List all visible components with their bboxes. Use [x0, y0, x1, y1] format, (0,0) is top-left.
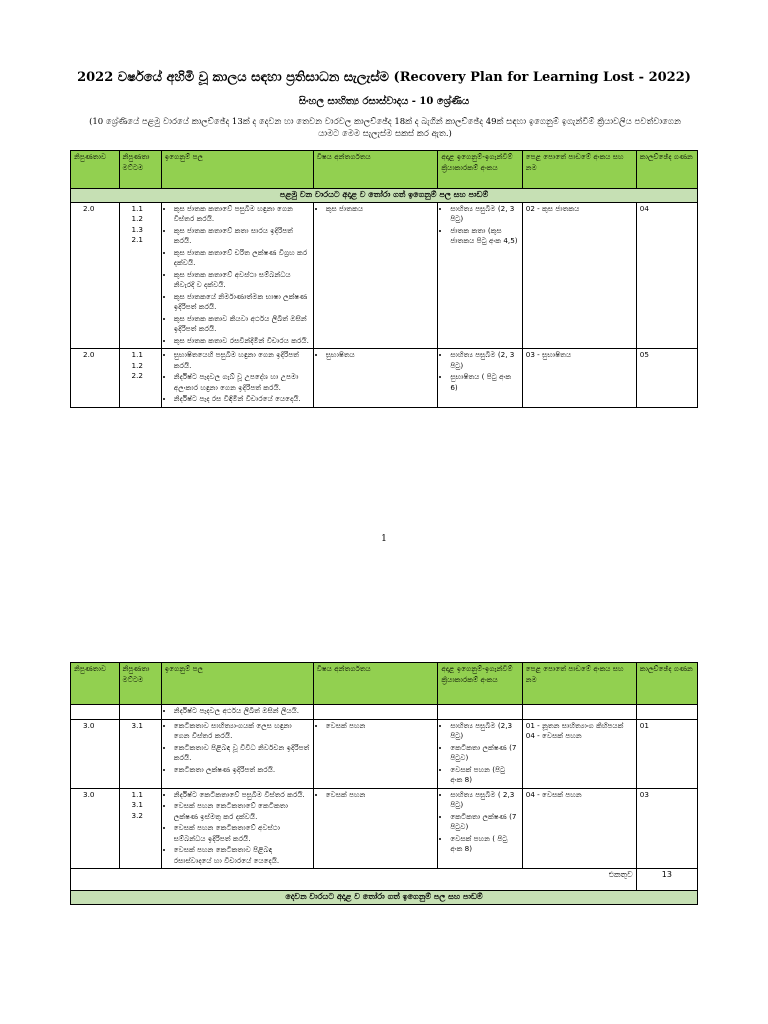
table-row [71, 349, 698, 408]
cell-lesson: 04 - වෙසක් පහන [522, 788, 636, 869]
table-row [71, 705, 698, 720]
list-item: • කුස ජාතකයේ නිර්මාණාත්මක භාෂා ලක්ෂණ ඉදිරිපත් කරයි. [174, 292, 310, 313]
col-header-outcomes: ඉගෙනුම් පල [161, 151, 313, 189]
cell-level: 1.1 1.2 1.3 2.1 [119, 202, 161, 349]
cell-content-list [317, 350, 435, 361]
col-header-content: විෂය අන්තර්ගතය [313, 151, 438, 189]
cell-activities-list [441, 790, 518, 855]
cell-periods: 05 [636, 349, 697, 408]
list-item: • කුස ජාතක කතාවේ අවස්ථා සම්බන්ධය නිවැරදි ව දක්වයි. [174, 270, 310, 291]
cell-content [313, 788, 438, 869]
cell-activities-list [441, 204, 518, 247]
cell-activities [438, 202, 522, 349]
list-item: • වෙසක් පහන කෙටිකතාවේ අවස්ථා සම්බන්ධය ඉදිරිපත් කරයි. [174, 823, 310, 844]
list-item: • වෙසක් පහන කෙටිකතාවේ කෙටිකතා ලක්ෂණ ඉස්මතු කර දක්වයි. [174, 801, 310, 822]
cell-content [313, 719, 438, 788]
list-item: • නිර්දිෂ්ට කෙටිකතාවේ පසුබිම විස්තර කරයි. [174, 790, 310, 801]
cell-outcomes-list [165, 706, 310, 717]
cell-level: 1.1 3.1 3.2 [119, 788, 161, 869]
col-header-periods: කාලච්ඡේද ගණන [636, 151, 697, 189]
list-item: • කෙටිකතාව පිළිබඳ වූ විවිධ නිර්වචන ඉදිරිපත් කරයි. [174, 743, 310, 764]
cell-outcomes-list [165, 204, 310, 347]
document-subtitle: සිංහල සාහිත්‍ය රසාස්වාදය - 10 ශ්‍රේණිය [298, 96, 470, 107]
cell-competency [71, 705, 120, 720]
list-item: • වෙසක් පහන [326, 721, 435, 732]
col-header-content: විෂය අන්තර්ගතය [313, 663, 438, 705]
total-value: 13 [636, 869, 697, 891]
list-item: • සුභාෂිතය ( පිටු අංක 6) [450, 372, 518, 393]
cell-content [313, 349, 438, 408]
cell-outcomes [161, 202, 313, 349]
cell-activities-list [441, 721, 518, 786]
cell-outcomes [161, 349, 313, 408]
section-row [71, 891, 698, 905]
list-item: • සුභාෂිතයෙහි පසුබිම හඳුනා ගෙන ඉදිරිපත් කරයි. [174, 350, 310, 371]
table-header-row [71, 663, 698, 705]
list-item: • නිර්දිෂ්ට පැදවල ගැබ් වූ උපදේශ හා උපමා අලංකාර හඳුනා ගෙන ඉදිරිපත් කරයි. [174, 372, 310, 393]
cell-content [313, 705, 438, 720]
cell-periods: 01 [636, 719, 697, 788]
list-item: • කුස ජාතක කතාවේ චරිත ලක්ෂණ විග්‍රහ කර දක්වයි. [174, 248, 310, 269]
cell-competency: 2.0 [71, 202, 120, 349]
plan-table-page-1 [70, 150, 698, 408]
cell-level: 3.1 [119, 719, 161, 788]
col-header-competency: නිපුණතාව [71, 663, 120, 705]
col-header-periods: කාලච්ඡේද ගණන [636, 663, 697, 705]
document-title: 2022 වර්ෂයේ අහිමි වූ කාලය සඳහා ප්‍රතිසාධන සැලැස්ම (Recovery Plan for Learning Lost - 2022) [77, 70, 691, 85]
cell-lesson [522, 705, 636, 720]
cell-lesson: 03 - සුභාෂිතය [522, 349, 636, 408]
cell-competency: 3.0 [71, 788, 120, 869]
list-item: • සාහිත්‍ය පසුබිම (2, 3 පිටු) [450, 350, 518, 371]
list-item: • කුස ජාතක කතාවේ කතා සාරය ඉදිරිපත් කරයි. [174, 226, 310, 247]
cell-activities [438, 788, 522, 869]
col-header-activity: අදාළ ඉගෙනුම්-ඉගැන්වීම් ක්‍රියාකාරකම් අංකය [438, 151, 522, 189]
col-header-lesson: පෙළ පොතේ පාඩමේ අංකය සහ නම [522, 663, 636, 705]
cell-activities [438, 705, 522, 720]
list-item: • සාහිත්‍ය පසුබිම (2, 3 පිටු) [450, 204, 518, 225]
table-row [71, 788, 698, 869]
cell-periods: 03 [636, 788, 697, 869]
cell-outcomes-list [165, 790, 310, 867]
list-item: • නිර්දිෂ්ට පැද රස විඳිමින් විචාරයේ යෙදෙයි. [174, 394, 310, 405]
list-item: • කුස ජාතක කතාවේ පසුබිම හඳුනා ගෙන විස්තර කරයි. [174, 204, 310, 225]
col-header-lesson: පෙළ පොතේ පාඩමේ අංකය සහ නම [522, 151, 636, 189]
list-item: • සාහිත්‍ය පසුබිම ( 2,3 පිටු) [450, 790, 518, 811]
cell-competency: 3.0 [71, 719, 120, 788]
list-item: • සාහිත්‍ය පසුබිම (2,3 පිටු) [450, 721, 518, 742]
cell-outcomes [161, 788, 313, 869]
list-item: • වෙසක් පහන කෙටිකතාව පිළිබඳ රසාස්වාදයේ හා විචාරයේ යෙදෙයි. [174, 845, 310, 866]
document-note: (10 ශ්‍රේණියේ පළමු වාරයේ කාලච්ඡේද 13ක් ද දෙවන හා තෙවන වාරවල කාලච්ඡේද 18ක් ද බැගින් කාලච්ඡේද 49ක් සඳහා ඉගෙනුම් ඉගැන්වීම් ක්‍රියාවලිය පවත්වාගෙන යාමට මෙම සැලැස්ම සකස් කර ඇත.) [89, 117, 681, 139]
section-title: පළමු වන වාරයට අදාළ ව තෝරා ගත් ඉගෙනුම් පල සහ පාඩම් [71, 189, 698, 203]
list-item: • කෙටිකතාව සාහිත්‍යාංගයක් ලෙස හඳුනා ගෙන විස්තර කරයි. [174, 721, 310, 742]
cell-outcomes [161, 719, 313, 788]
cell-periods: 04 [636, 202, 697, 349]
cell-level [119, 705, 161, 720]
list-item: • කෙටිකතා ලක්ෂණ (7 පිටුව) [450, 743, 518, 764]
cell-content-list [317, 204, 435, 215]
col-header-outcomes: ඉගෙනුම් පල [161, 663, 313, 705]
cell-outcomes-list [165, 721, 310, 776]
cell-activities [438, 349, 522, 408]
next-section-title: දෙවන වාරයට අදාළ ව තෝරා ගත් ඉගෙනුම් පල සහ පාඩම් [71, 891, 698, 905]
list-item: • කුස ජාතක කතාව රසවින්දීමින් විචාරය කරයි. [174, 336, 310, 347]
col-header-level: නිපුණතා මට්ටම [119, 663, 161, 705]
list-item: • කුස ජාතකය [326, 204, 435, 215]
list-item: • ජාතක කතා (කුස ජාතකය පිටු අංක 4,5) [450, 226, 518, 247]
list-item: • සුභාෂිතය [326, 350, 435, 361]
table-row [71, 719, 698, 788]
section-row [71, 189, 698, 203]
cell-content [313, 202, 438, 349]
col-header-level: නිපුණතා මට්ටම [119, 151, 161, 189]
list-item: • වෙසක් පහන [326, 790, 435, 801]
cell-activities [438, 719, 522, 788]
cell-outcomes [161, 705, 313, 720]
total-label: එකතුව [71, 869, 637, 891]
cell-activities-list [441, 350, 518, 393]
table-row [71, 202, 698, 349]
col-header-competency: නිපුණතාව [71, 151, 120, 189]
cell-level: 1.1 1.2 2.2 [119, 349, 161, 408]
list-item: • කුස ජාතක කතාව කියවා අර්ථය ලිඛිත් ඔසින් ඉදිරිපත් කරයි. [174, 314, 310, 335]
page-number: 1 [381, 534, 387, 544]
cell-lesson: 02 - කුස ජාතකය [522, 202, 636, 349]
cell-competency: 2.0 [71, 349, 120, 408]
plan-table-page-2 [70, 662, 698, 905]
cell-content-list [317, 721, 435, 732]
table-header-row [71, 151, 698, 189]
cell-lesson: 01 - නූතන සාහිත්‍යාංග කිහිපයක් 04 - වෙසක් පහන [522, 719, 636, 788]
list-item: • නිර්දිෂ්ට පැදවල අර්ථය ලිඛිත් ඔසින් ලියයි. [174, 706, 310, 717]
list-item: • කෙටිකතා ලක්ෂණ ඉදිරිපත් කරයි. [174, 765, 310, 776]
list-item: • කෙටිකතා ලක්ෂණ (7 පිටුව) [450, 812, 518, 833]
list-item: • වෙසක් පහන ( පිටු අංක 8) [450, 834, 518, 855]
cell-content-list [317, 790, 435, 801]
cell-periods [636, 705, 697, 720]
list-item: • වෙසක් පහන (පිටු අංක 8) [450, 765, 518, 786]
cell-outcomes-list [165, 350, 310, 405]
total-row [71, 869, 698, 891]
col-header-activity: අදාළ ඉගෙනුම්-ඉගැන්වීම් ක්‍රියාකාරකම් අංකය [438, 663, 522, 705]
